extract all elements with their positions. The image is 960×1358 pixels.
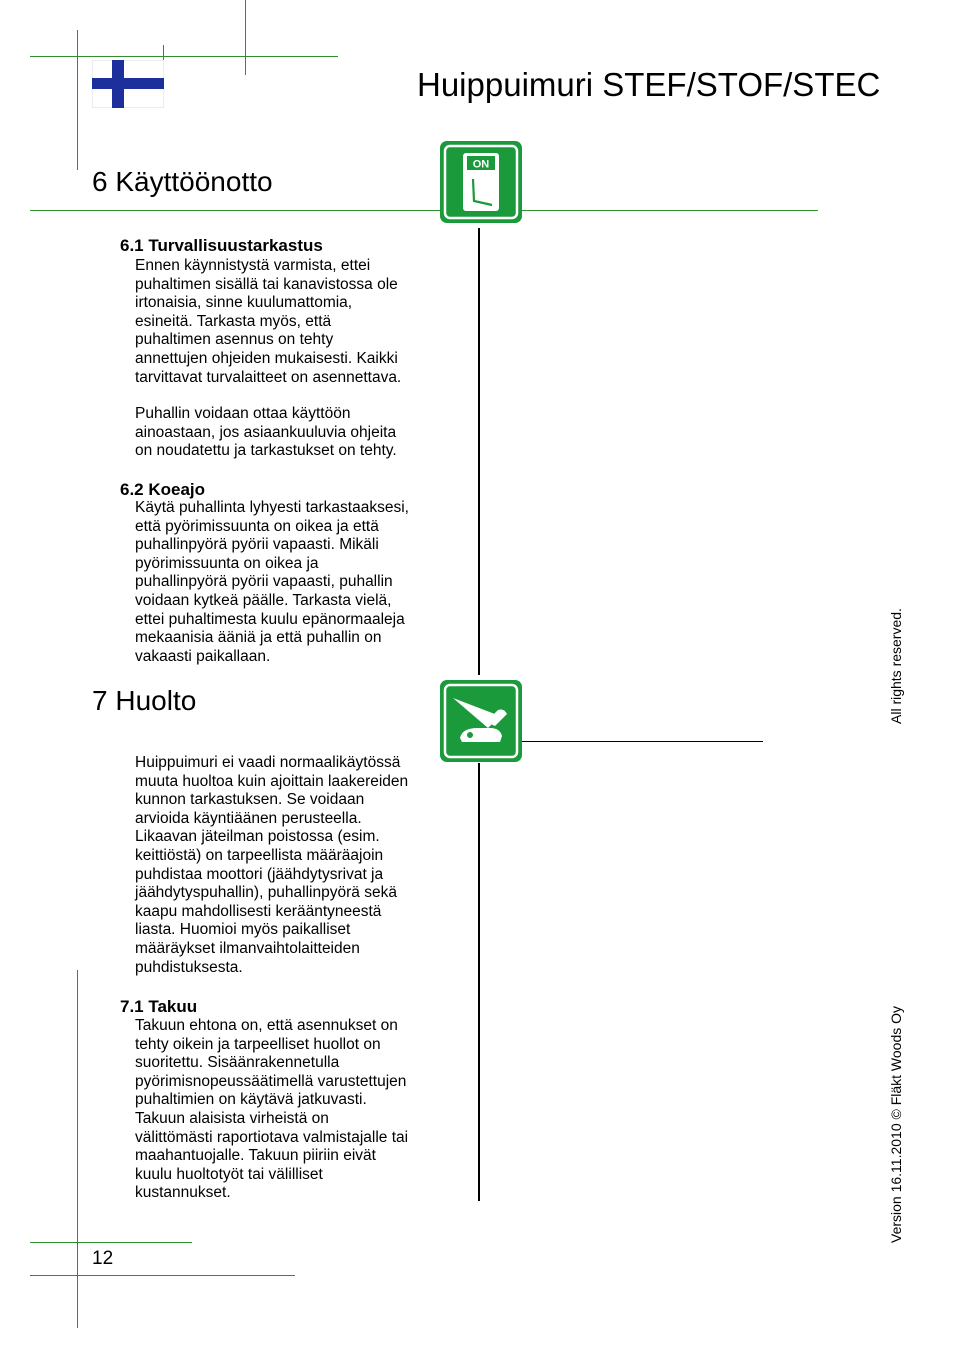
power-switch-on-icon — [440, 141, 522, 223]
section-6-1-paragraph-1: Ennen käynnistystä varmista, ettei puhaltimen sisällä tai kanavistossa ole irtonaisia, sinne kuulumattomia, esineitä. Tarkasta myös, että puhaltimen asennus on tehty annettujen ohjeiden mukaisesti. Kaikki tarvittavat turvalaitteet on asennettava. — [135, 257, 402, 386]
column-divider-lower — [478, 763, 480, 1201]
page-number: 12 — [92, 1248, 114, 1269]
finnish-flag-icon — [92, 60, 164, 108]
version-copyright-text: Version 16.11.2010 © Fläkt Woods Oy — [888, 1005, 904, 1243]
section-7-title: 7 Huolto — [92, 685, 197, 716]
section-7-1-title: 7.1 Takuu — [120, 997, 198, 1016]
section-6-2-title: 6.2 Koeajo — [120, 480, 206, 499]
frame-line-top-right-vertical — [245, 0, 246, 75]
frame-line-top-horizontal — [30, 56, 338, 57]
switch-on-label: ON — [472, 158, 490, 171]
column-divider-upper — [478, 228, 480, 675]
section-7-paragraph: Huippuimuri ei vaadi normaalikäytössä muuta huoltoa kuin ajoittain laakereiden kunnon tarkastuksen. Se voidaan arvioida käyntiäänen perusteella. Likaavan jäteilman poistossa (esim. keittiöstä) on tarpeellista määräajoin puhdistaa moottori (jäähdytysrivat ja jäähdytyspuhallin), puhallinpyörä sekä kaapu mahdollisesti kerääntyneestä liasta. Huomioi myös paikalliset määräykset ilmanvaihtolaitteiden puhdistuksesta. — [135, 754, 409, 976]
rights-reserved-text: All rights reserved. — [888, 608, 904, 724]
document-title: Huippuimuri STEF/STOF/STEC — [417, 66, 881, 103]
maintenance-tools-icon — [440, 680, 522, 762]
frame-line-bottom-horizontal-1 — [30, 1242, 192, 1243]
section-6-2-paragraph: Käytä puhallinta lyhyesti tarkastaaksesi, että pyörimissuunta on oikea ja että puhallinpyörä pyörii vapaasti. Mikäli pyörimissuunta on oikea ja puhallinpyörä pyörii vapaasti, puhallin voidaan kytkeä päälle. Tarkasta vielä, ettei puhaltimesta kuulu epänormaaleja mekaanisia ääniä ja että puhallin on vakaasti paikallaan. — [135, 499, 409, 665]
section-6-title: 6 Käyttöönotto — [92, 166, 273, 197]
section-6-1-title: 6.1 Turvallisuustarkastus — [120, 236, 323, 255]
frame-line-section-divider — [30, 210, 818, 211]
frame-line-bottom-horizontal-2 — [30, 1275, 295, 1276]
section-7-1-paragraph: Takuun ehtona on, että asennukset on tehty oikein ja tarpeelliset huollot on suoritettu. Sisäänrakennetulla pyörimisnopeussäätimellä varustettujen puhaltimien on käytävä jatkuvasti. Takuun alaisista virheistä on välittömästi raportiotava valmistajalle tai maahantuojalle. Takuun piiriin eivät kuulu huoltotyöt tai välilliset kustannukset. — [135, 1017, 409, 1202]
frame-line-top-left-vertical — [77, 30, 78, 170]
section-6-1-paragraph-2: Puhallin voidaan ottaa käyttöön ainoastaan, jos asiaankuuluvia ohjeita on noudatettu ja tarkastukset on tehty. — [135, 405, 397, 460]
